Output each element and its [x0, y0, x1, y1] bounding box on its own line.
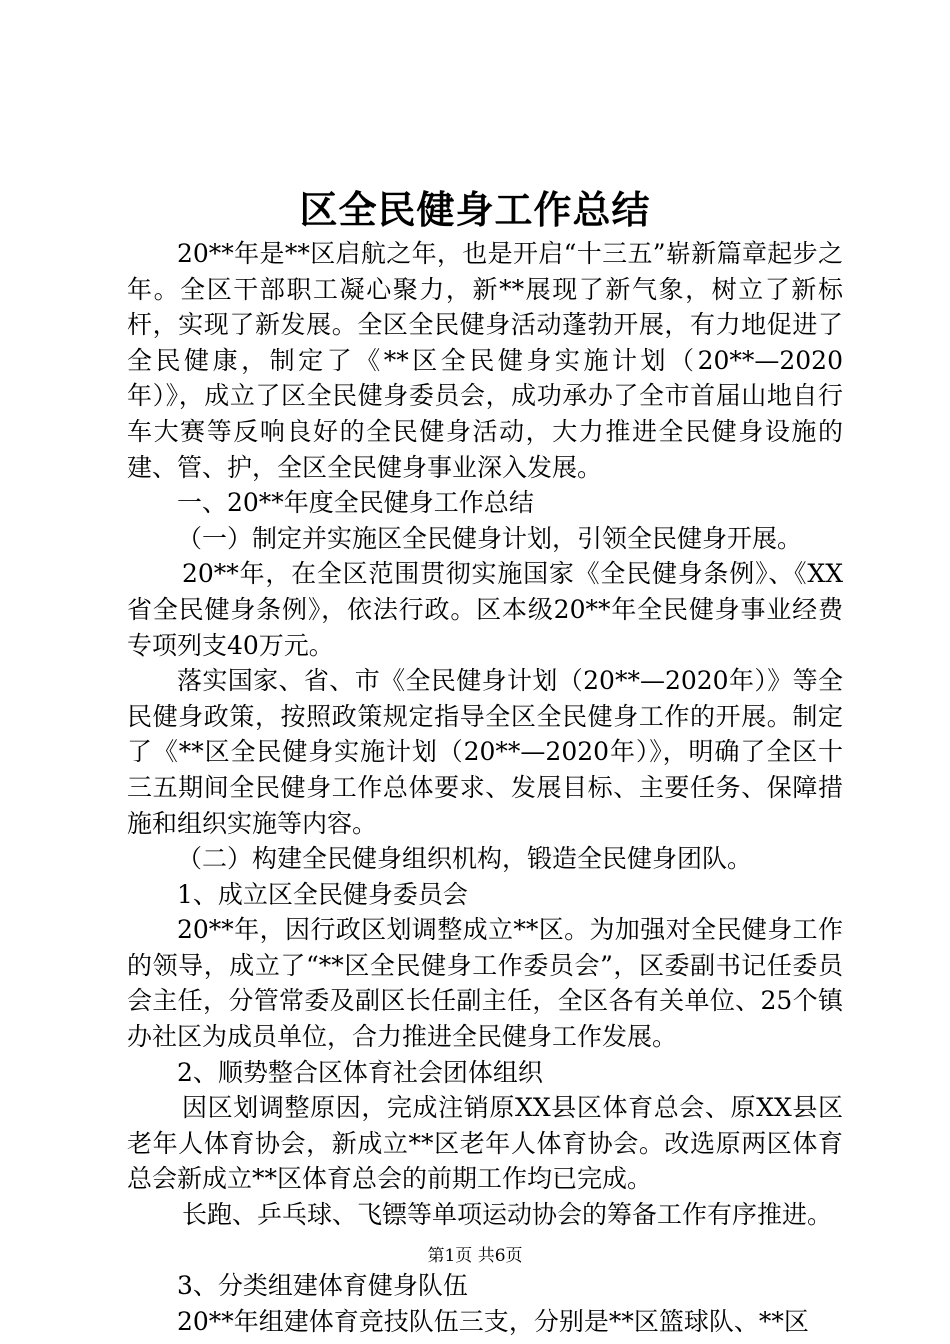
document-body — [127, 236, 843, 1339]
paragraph-plan: 落实国家、省、市《全民健身计划（20**—2020年）》等全民健身政策，按照政策规定指导全区全民健身工作的开展。制定了《**区全民健身实施计划（20**—2020年）》，明确了全区十三五期间全民健身工作总体要求、发展目标、主要任务、保障措施和组织实施等内容。 — [127, 666, 843, 838]
item-heading-3: 3、分类组建体育健身队伍 — [177, 1271, 468, 1301]
subsection-heading-2: （二）构建全民健身组织机构，锻造全民健身团队。 — [177, 844, 753, 874]
item-heading-1: 1、成立区全民健身委员会 — [177, 879, 468, 909]
subsection-heading-1: （一）制定并实施区全民健身计划，引领全民健身开展。 — [177, 523, 803, 553]
document-title: 区全民健身工作总结 — [299, 187, 651, 232]
paragraph-organizations: 因区划调整原因，完成注销原XX县区体育总会、原XX县区老年人体育协会，新成立**区老年人体育协会。改选原两区体育总会新成立**区体育总会的前期工作均已完成。 — [127, 1093, 843, 1194]
paragraph-committee: 20**年，因行政区划调整成立**区。为加强对全民健身工作的领导，成立了“**区全民健身工作委员会”，区委副书记任委员会主任，分管常委及副区长任副主任，全区各有关单位、25个镇办社区为成员单位，合力推进全民健身工作发展。 — [127, 915, 843, 1052]
paragraph-regulations: 20**年，在全区范围贯彻实施国家《全民健身条例》、《XX省全民健身条例》，依法行政。区本级20**年全民健身事业经费专项列支40万元。 — [127, 559, 843, 660]
paragraph-associations: 长跑、乒乓球、飞镖等单项运动协会的筹备工作有序推进。 — [182, 1200, 833, 1230]
item-heading-2: 2、顺势整合区体育社会团体组织 — [177, 1057, 543, 1087]
paragraph-intro: 20**年是**区启航之年，也是开启“十三五”崭新篇章起步之年。全区干部职工凝心聚力，新**展现了新气象，树立了新标杆，实现了新发展。全区全民健身活动蓬勃开展，有力地促进了全民健康，制定了《**区全民健身实施计划（20**—2020年）》，成立了区全民健身委员会，成功承办了全市首届山地自行车大赛等反响良好的全民健身活动，大力推进全民健身设施的建、管、护，全区全民健身事业深入发展。 — [127, 239, 843, 482]
section-heading-1: 一、20**年度全民健身工作总结 — [177, 488, 534, 518]
page-number-footer: 第1页 共6页 — [427, 1246, 523, 1266]
paragraph-teams: 20**年组建体育竞技队伍三支，分别是**区篮球队、**区 — [177, 1306, 809, 1336]
